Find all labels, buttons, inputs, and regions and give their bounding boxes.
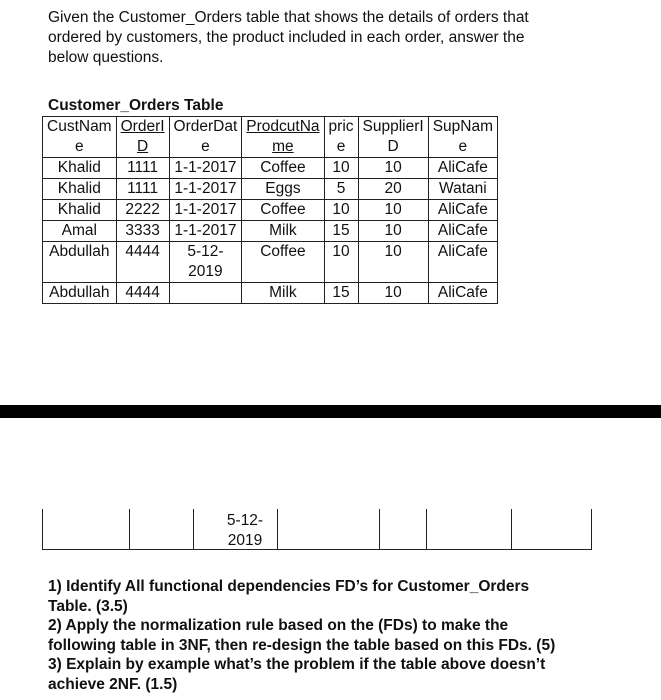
header-productname: ProdcutNa me [242,117,324,158]
table-cell: Coffee [242,242,324,263]
question-line: achieve 2NF. (1.5) [48,675,178,693]
table-cell: Watani [428,179,497,200]
header-orderdate: OrderDat e [169,117,242,158]
fragment-border [379,509,380,549]
header-price: pric e [324,117,358,158]
table-cell [324,262,358,283]
table-cell: Khalid [43,179,117,200]
table-cell: 2222 [116,200,169,221]
table-cell: 5 [324,179,358,200]
fragment-border [426,509,427,549]
table-row [43,262,498,283]
table-cell [116,262,169,283]
table-cell [242,262,324,283]
table-cell: 10 [324,242,358,263]
table-cell: 10 [324,158,358,179]
table-cell: 10 [358,158,428,179]
table-cell: Khalid [43,158,117,179]
table-cell [358,262,428,283]
fragment-border [129,509,130,549]
customer-orders-table [42,116,498,304]
question-line: 1) Identify All functional dependencies FD’s for Customer_Orders [48,578,530,595]
intro-line: ordered by customers, the product included in each order, answer the [48,29,525,46]
questions-list [48,577,628,694]
table-cell: AliCafe [428,158,497,179]
table-cell: 15 [324,221,358,242]
table-cell: Abdullah [43,283,117,304]
table-cell: AliCafe [428,242,497,263]
table-cell [169,283,242,304]
header-supname: SupNam e [428,117,497,158]
table-cell: Milk [242,221,324,242]
table-row [43,179,498,200]
table-cell: 20 [358,179,428,200]
table-cell: Coffee [242,200,324,221]
table-cell: AliCafe [428,221,497,242]
intro-line: Given the Customer_Orders table that shows the details of orders that [48,9,529,26]
table-cell: 10 [358,221,428,242]
table-header-row [43,117,498,158]
question-line: Table. (3.5) [48,597,128,615]
table-cell: AliCafe [428,200,497,221]
table-cell: Eggs [242,179,324,200]
table-cell: 4444 [116,283,169,304]
black-divider-bar [0,405,661,418]
table-cell [43,262,117,283]
table-cell: 1-1-2017 [169,221,242,242]
question-line: following table in 3NF, then re-design the table based on this FDs. (5) [48,636,556,654]
table-cell: 1-1-2017 [169,200,242,221]
table-cell: 4444 [116,242,169,263]
table-cell: Amal [43,221,117,242]
table-cell: 1-1-2017 [169,179,242,200]
intro-line: below questions. [48,49,164,66]
table-cell: Milk [242,283,324,304]
table-row [43,200,498,221]
fragment-date-cell: 5-12- 2019 [226,512,264,549]
intro-paragraph [48,8,608,68]
header-supplierid: SupplierI D [358,117,428,158]
table-cell: 1111 [116,158,169,179]
table-cell: 1-1-2017 [169,158,242,179]
table-cell: 1111 [116,179,169,200]
table-fragment-row [42,509,592,550]
fragment-border [193,509,194,549]
table-cell: 15 [324,283,358,304]
table-cell: Abdullah [43,242,117,263]
fragment-border [511,509,512,549]
table-cell: 5-12- [169,242,242,263]
table-cell: Coffee [242,158,324,179]
table-row-continued [43,283,498,304]
fragment-border [591,509,592,549]
table-row [43,242,498,263]
fragment-border [42,509,43,549]
header-orderid: OrderI D [116,117,169,158]
table-row [43,221,498,242]
table-cell: 10 [324,200,358,221]
table-cell: Khalid [43,200,117,221]
table-row [43,158,498,179]
table-cell: 10 [358,242,428,263]
table-cell: AliCafe [428,283,497,304]
header-custname: CustNam e [43,117,117,158]
table-cell [428,262,497,283]
table-title: Customer_Orders Table [48,97,224,114]
table-cell: 3333 [116,221,169,242]
table-cell: 10 [358,283,428,304]
table-cell: 10 [358,200,428,221]
table-cell: 2019 [169,262,242,283]
fragment-border [277,509,278,549]
question-line: 2) Apply the normalization rule based on the (FDs) to make the [48,617,509,634]
question-line: 3) Explain by example what’s the problem if the table above doesn’t [48,656,546,673]
